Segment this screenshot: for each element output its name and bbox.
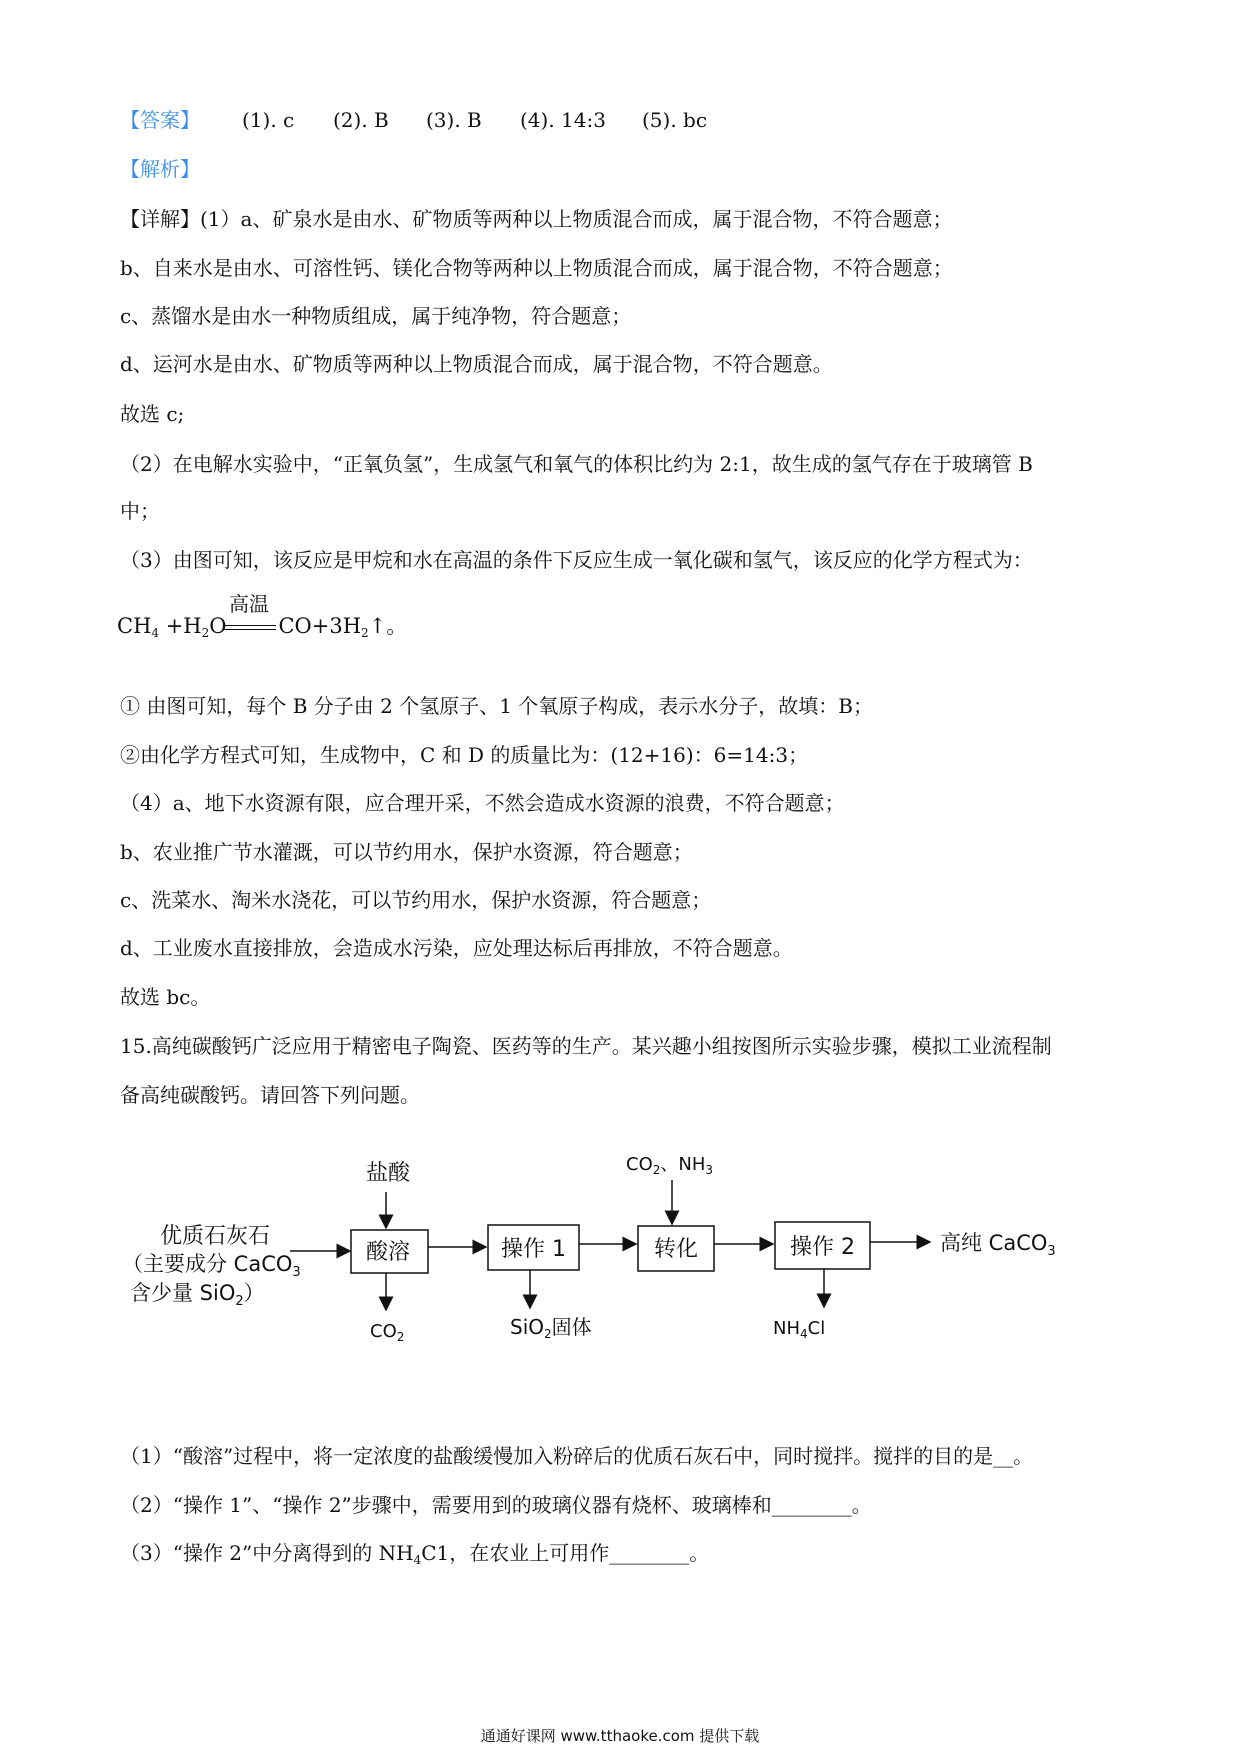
eq-right: CO+3H: [278, 614, 362, 638]
text-line: ① 由图可知，每个 B 分子由 2 个氢原子、1 个氧原子构成，表示水分子，故填：B；: [120, 694, 873, 718]
question-2: （2）“操作 1”、“操作 2”步骤中，需要用到的玻璃仪器有烧杯、玻璃棒和________。: [120, 1493, 872, 1517]
text-line: ②由化学方程式可知，生成物中，C 和 D 的质量比为：(12+16)：6=14:3；: [120, 743, 809, 767]
product-label: 高纯 CaCO$_3$: [940, 1231, 1056, 1259]
text-line: d、运河水是由水、矿物质等两种以上物质混合而成，属于混合物，不符合题意。: [120, 352, 833, 376]
text-line: 故选 c;: [120, 402, 185, 426]
eq-mid2: O: [209, 614, 227, 638]
eq-tail: ↑。: [368, 614, 408, 638]
question-3-after: C1，在农业上可用作________。: [421, 1541, 710, 1565]
answer-item-1: (1). c: [242, 108, 295, 132]
eq-mid1: +H: [159, 614, 202, 638]
answer-item-2: (2). B: [333, 108, 389, 132]
text-line: 【详解】(1）a、矿泉水是由水、矿物质等两种以上物质混合而成，属于混合物，不符合题意；: [120, 207, 953, 231]
analysis-label: 【解析】: [120, 157, 200, 181]
question-15-line: 15.高纯碳酸钙广泛应用于精密电子陶瓷、医药等的生产。某兴趣小组按图所示实验步骤，模拟工业流程制: [120, 1034, 1052, 1058]
process-flow-diagram: [0, 1140, 1240, 1370]
question-1: （1）“酸溶”过程中，将一定浓度的盐酸缓慢加入粉碎后的优质石灰石中，同时搅拌。搅拌的目的是__。: [120, 1444, 1034, 1468]
reagent-hcl: 盐酸: [366, 1161, 411, 1186]
eq-left: CH: [117, 614, 152, 638]
output-co2: $CO_2$: [370, 1321, 405, 1344]
text-line: d、工业废水直接排放，会造成水污染，应处理达标后再排放，不符合题意。: [120, 936, 793, 960]
text-line: （3）由图可知，该反应是甲烷和水在高温的条件下反应生成一氧化碳和氢气，该反应的化学方程式为：: [120, 548, 1033, 572]
output-sio2: SiO$_2$固体: [510, 1315, 592, 1341]
eq-left-sub: 4: [151, 626, 160, 640]
question-3: [120, 1539, 709, 1574]
eq-condition: 高温: [229, 592, 269, 616]
answer-row: [120, 106, 1120, 134]
box4-label: 操作 2: [790, 1235, 855, 1260]
answer-item-4: (4). 14:3: [520, 108, 606, 132]
box1-label: 酸溶: [366, 1240, 411, 1265]
answer-item-3: (3). B: [426, 108, 482, 132]
text-line: （4）a、地下水资源有限，应合理开采，不然会造成水资源的浪费，不符合题意；: [120, 791, 845, 815]
text-line: b、自来水是由水、可溶性钙、镁化合物等两种以上物质混合而成，属于混合物，不符合题意；: [120, 256, 953, 280]
eq-mid1-sub: 2: [201, 626, 210, 640]
question-3-sub: 4: [413, 1553, 422, 1567]
eq-right-sub: 2: [361, 626, 369, 640]
question-15-line: 备高纯碳酸钙。请回答下列问题。: [120, 1083, 420, 1107]
reagent-co2-nh3: $CO_2$、$NH_3$: [626, 1154, 714, 1177]
input-label-1: 优质石灰石: [160, 1224, 271, 1249]
input-label-3: 含少量 SiO$_2$）: [130, 1281, 265, 1309]
text-line: c、蒸馏水是由水一种物质组成，属于纯净物，符合题意；: [120, 304, 632, 328]
text-line: b、农业推广节水灌溉，可以节约用水，保护水资源，符合题意；: [120, 840, 693, 864]
text-line: 中；: [120, 499, 160, 523]
chemical-equation: [117, 592, 408, 640]
text-line: （2）在电解水实验中，“正氧负氢”，生成氢气和氧气的体积比约为 2:1，故生成的氢气存在于玻璃管 B: [120, 452, 1033, 476]
answer-item-5: (5). bc: [642, 108, 708, 132]
box2-label: 操作 1: [501, 1237, 566, 1262]
footer-credit: 通通好课网 www.tthaoke.com 提供下载: [480, 1727, 760, 1745]
text-line: 故选 bc。: [120, 985, 211, 1009]
output-nh4cl: $NH_4Cl$: [773, 1318, 826, 1341]
input-label-2: （主要成分 CaCO$_3$: [122, 1252, 301, 1280]
box3-label: 转化: [654, 1237, 699, 1262]
answer-label: 【答案】: [120, 108, 200, 132]
question-3-before: （3）“操作 2”中分离得到的 NH: [120, 1541, 414, 1565]
text-line: c、洗菜水、淘米水浇花，可以节约用水，保护水资源，符合题意；: [120, 888, 712, 912]
eq-double-bar: [224, 625, 276, 630]
